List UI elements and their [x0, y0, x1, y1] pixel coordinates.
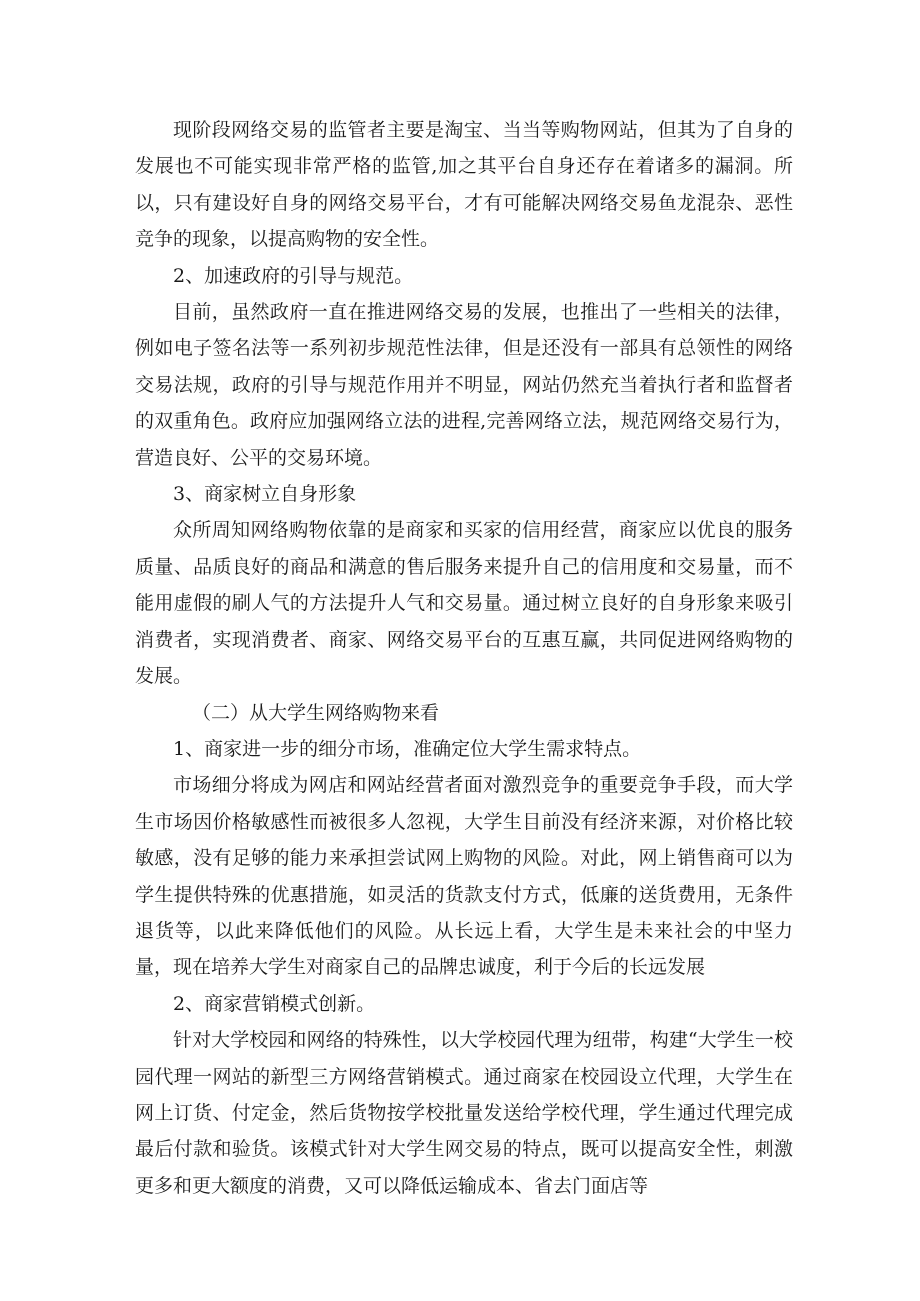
- heading-government-guidance: 2、加速政府的引导与规范。: [173, 264, 414, 287]
- heading-student-shopping: （二）从大学生网络购物来看: [192, 701, 440, 724]
- paragraph-platform-regulation: 现阶段网络交易的监管者主要是淘宝、当当等购物网站，但其为了自身的发展也不可能实现非常严格的监管,加之其平台自身还存在着诸多的漏洞。所以，只有建设好自身的网络交易平台，才有可能解决网络交易鱼龙混杂、恶性竞争的现象，以提高购物的安全性。: [135, 119, 793, 251]
- paragraph-merchant-image: 众所周知网络购物依靠的是商家和买家的信用经营，商家应以优良的服务质量、品质良好的商品和满意的售后服务来提升自己的信用度和交易量，而不能用虚假的刷人气的方法提升人气和交易量。通过树立良好的自身形象来吸引消费者，实现消费者、商家、网络交易平台的互惠互赢，共同促进网络购物的发展。: [135, 519, 793, 688]
- paragraph-market-segmentation: 市场细分将成为网店和网站经营者面对激烈竞争的重要竞争手段，而大学生市场因价格敏感性而被很多人忽视，大学生目前没有经济来源，对价格比较敏感，没有足够的能力来承担尝试网上购物的风险。对此，网上销售商可以为学生提供特殊的优惠措施，如灵活的货款支付方式，低廉的送货费用，无条件退货等，以此来降低他们的风险。从长远上看，大学生是未来社会的中坚力量，现在培养大学生对商家自己的品牌忠诚度，利于今后的长远发展: [135, 774, 793, 979]
- heading-market-segmentation: 1、商家进一步的细分市场，准确定位大学生需求特点。: [173, 737, 642, 760]
- heading-marketing-innovation: 2、商家营销模式创新。: [173, 992, 376, 1015]
- document-body: [135, 112, 793, 1204]
- heading-merchant-image: 3、商家树立自身形象: [173, 483, 357, 506]
- paragraph-marketing-innovation: 针对大学校园和网络的特殊性，以大学校园代理为纽带，构建“大学生一校园代理一网站的新型三方网络营销模式。通过商家在校园设立代理，大学生在网上订货、付定金，然后货物按学校批量发送给学校代理，学生通过代理完成最后付款和验货。该模式针对大学生网交易的特点，既可以提高安全性，刺激更多和更大额度的消费，又可以降低运输成本、省去门面店等: [135, 1029, 793, 1197]
- paragraph-government-guidance: 目前，虽然政府一直在推进网络交易的发展，也推出了一些相关的法律，例如电子签名法等一系列初步规范性法律，但是还没有一部具有总领性的网络交易法规，政府的引导与规范作用并不明显，网站仍然充当着执行者和监督者的双重角色。政府应加强网络立法的进程,完善网络立法，规范网络交易行为，营造良好、公平的交易环境。: [135, 301, 793, 469]
